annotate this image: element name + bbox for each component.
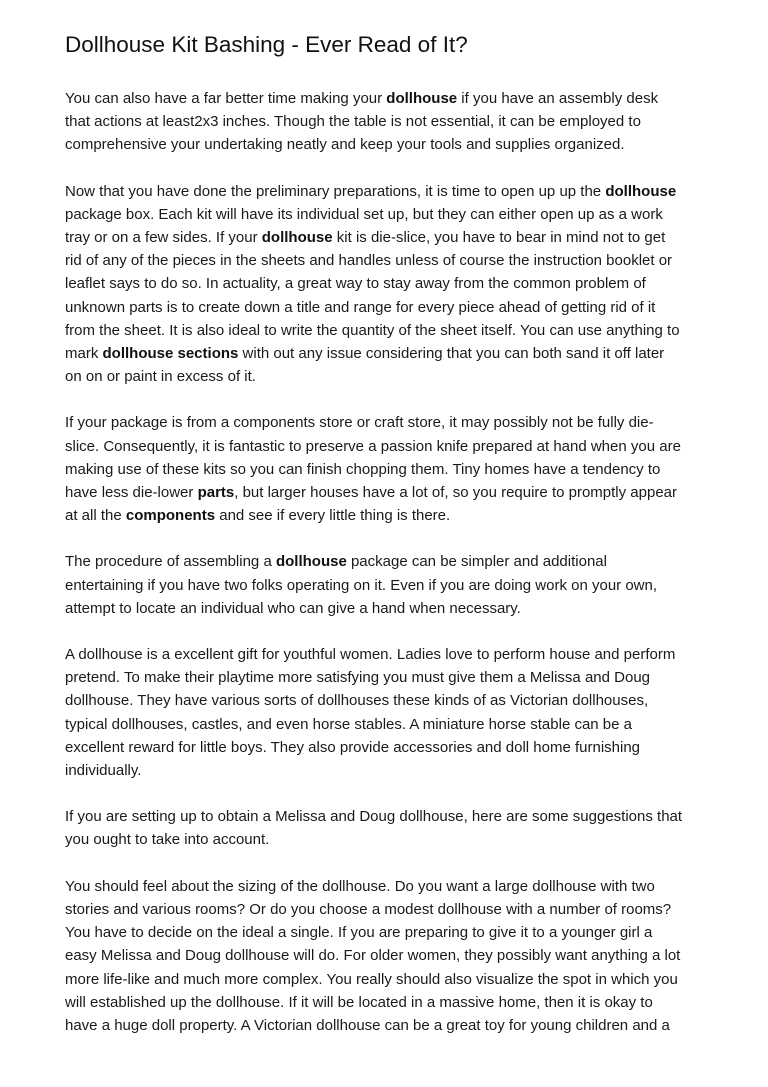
paragraph <box>65 875 707 1037</box>
text-line: have less die-lower parts, but larger houses have a lot of, so you require to promptly appear <box>65 484 678 502</box>
text-line: will established up the dollhouse. If it will be located in a massive home, then it is okay to <box>65 993 653 1011</box>
text-line: typical dollhouses, castles, and even horse stables. A miniature horse stable can be a <box>65 715 633 733</box>
keyword-bold: dollhouse sections <box>102 345 239 363</box>
document-page <box>65 30 707 1060</box>
paragraph <box>65 643 707 782</box>
text-line: making use of these kits so you can finish chopping them. Tiny homes have a tendency to <box>65 460 661 478</box>
text-line: on on or paint in excess of it. <box>65 368 256 386</box>
paragraph <box>65 411 707 527</box>
keyword-bold: dollhouse <box>605 182 677 200</box>
text-line: excellent reward for little boys. They also provide accessories and doll home furnishing <box>65 738 641 756</box>
text-line: If you are setting up to obtain a Melissa and Doug dollhouse, here are some suggestions that <box>65 808 683 826</box>
text-line: easy Melissa and Doug dollhouse will do. For older women, they possibly want anything a lot <box>65 947 681 965</box>
text-line: at all the components and see if every little thing is there. <box>65 507 451 525</box>
text-line: If your package is from a components store or craft store, it may possibly not be fully die- <box>65 414 654 432</box>
text-line: unknown parts is to create down a title and range for every piece ahead of getting rid of it <box>65 298 656 316</box>
text-line: from the sheet. It is also ideal to write the quantity of the sheet itself. You can use anything to <box>65 321 680 339</box>
text-line: that actions at least2x3 inches. Though the table is not essential, it can be employed to <box>65 113 641 131</box>
text-line: comprehensive your undertaking neatly and keep your tools and supplies organized. <box>65 136 625 154</box>
text-line: slice. Consequently, it is fantastic to preserve a passion knife prepared at hand when you are <box>65 437 681 455</box>
text-line: dollhouse. They have various sorts of dollhouses these kinds of as Victorian dollhouses, <box>65 692 649 710</box>
text-line: You have to decide on the ideal a single. If you are preparing to give it to a younger girl a <box>65 924 653 942</box>
text-line: mark dollhouse sections with out any issue considering that you can both sand it off later <box>65 345 665 363</box>
text-line: rid of any of the pieces in the sheets and handles unless of course the instruction booklet or <box>65 252 673 270</box>
text-line: leaflet says to do so. In actuality, a great way to stay away from the common problem of <box>65 275 646 293</box>
text-line: tray or on a few sides. If your dollhouse kit is die-slice, you have to bear in mind not to get <box>65 229 666 247</box>
keyword-bold: dollhouse <box>261 229 333 247</box>
text-line: more life-like and much more complex. You really should also visualize the spot in which you <box>65 970 678 988</box>
text-line: package box. Each kit will have its individual set up, but they can either open up as a work <box>65 205 663 223</box>
paragraph <box>65 805 707 851</box>
text-line: The procedure of assembling a dollhouse package can be simpler and additional <box>65 553 607 571</box>
document-title: Dollhouse Kit Bashing - Ever Read of It? <box>65 32 468 57</box>
text-line: You can also have a far better time making your dollhouse if you have an assembly desk <box>65 90 659 107</box>
text-line: A dollhouse is a excellent gift for youthful women. Ladies love to perform house and perform <box>65 646 676 664</box>
text-line: have a huge doll property. A Victorian dollhouse can be a great toy for young children and a <box>65 1016 670 1034</box>
text-line: entertaining if you have two folks operating on it. Even if you are doing work on your own, <box>65 576 658 594</box>
paragraph <box>65 550 707 620</box>
text-line: pretend. To make their playtime more satisfying you must give them a Melissa and Doug <box>65 669 650 687</box>
text-line: you ought to take into account. <box>65 831 270 849</box>
keyword-bold: components <box>125 507 216 525</box>
text-line: Now that you have done the preliminary preparations, it is time to open up up the dollhouse <box>65 182 677 200</box>
text-line: stories and various rooms? Or do you choose a modest dollhouse with a number of rooms? <box>65 900 672 918</box>
keyword-bold: dollhouse <box>386 90 458 107</box>
keyword-bold: parts <box>197 484 235 502</box>
text-line: You should feel about the sizing of the dollhouse. Do you want a large dollhouse with two <box>65 877 655 895</box>
paragraph <box>65 180 707 389</box>
text-line: individually. <box>65 762 142 780</box>
paragraph <box>65 87 707 157</box>
document-body <box>65 87 707 1037</box>
keyword-bold: dollhouse <box>275 553 347 571</box>
text-line: attempt to locate an individual who can give a hand when necessary. <box>65 599 521 617</box>
